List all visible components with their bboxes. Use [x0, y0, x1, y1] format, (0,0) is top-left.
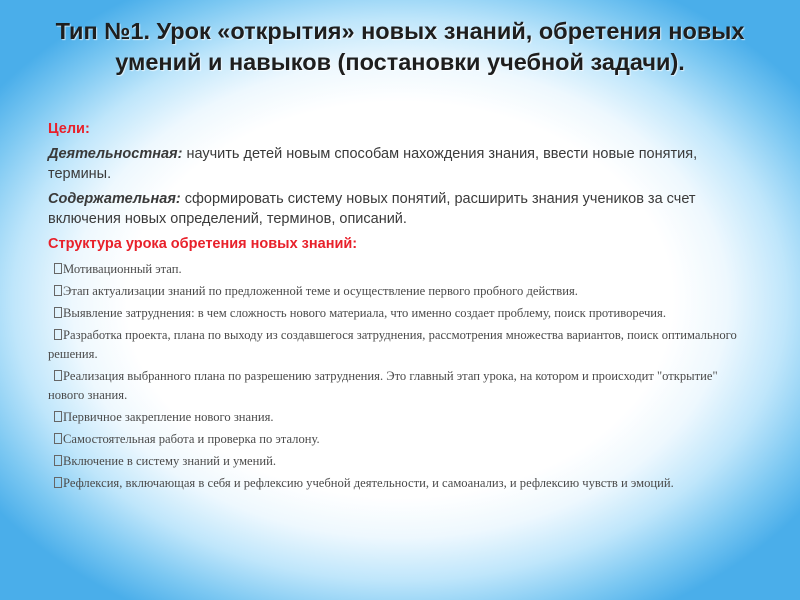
step-text: Рефлексия, включающая в себя и рефлексию учебной деятельности, и самоанализ, и рефлексию чувств и эмоций. — [63, 476, 674, 490]
square-bullet-icon — [54, 411, 62, 422]
square-bullet-icon — [54, 285, 62, 296]
structure-label: Структура урока обретения новых знаний: — [48, 236, 358, 252]
activity-goal-label: Деятельностная: — [48, 146, 183, 162]
list-item — [48, 326, 748, 364]
square-bullet-icon — [54, 455, 62, 466]
content-goal-text: сформировать систему новых понятий, расширить знания учеников за счет включения новых определений, терминов, описаний. — [48, 191, 696, 227]
step-text: Первичное закрепление нового знания. — [63, 410, 274, 424]
step-text: Мотивационный этап. — [63, 262, 182, 276]
list-item — [48, 430, 748, 449]
list-item — [48, 452, 748, 471]
square-bullet-icon — [54, 307, 62, 318]
list-item — [48, 408, 748, 427]
square-bullet-icon — [54, 433, 62, 444]
goals-label: Цели: — [48, 121, 90, 137]
step-text: Разработка проекта, плана по выходу из создавшегося затруднения, рассмотрения множества вариантов, поиск оптимального решения. — [48, 328, 737, 361]
square-bullet-icon — [54, 263, 62, 274]
step-text: Этап актуализации знаний по предложенной теме и осуществление первого пробного действия. — [63, 284, 578, 298]
activity-goal — [48, 144, 748, 184]
slide-title: Тип №1. Урок «открытия» новых знаний, обретения новых умений и навыков (постановки учебной задачи). — [55, 18, 745, 75]
lesson-steps-list — [48, 260, 748, 493]
step-text: Выявление затруднения: в чем сложность нового материала, что именно создает проблему, поиск противоречия. — [63, 306, 666, 320]
content-goal — [48, 189, 748, 229]
list-item — [48, 304, 748, 323]
activity-goal-text: научить детей новым способам нахождения знания, ввести новые понятия, термины. — [48, 146, 698, 182]
list-item — [48, 474, 748, 493]
slide-content — [48, 119, 748, 496]
step-text: Самостоятельная работа и проверка по эталону. — [63, 432, 320, 446]
list-item — [48, 282, 748, 301]
list-item — [48, 260, 748, 279]
square-bullet-icon — [54, 329, 62, 340]
content-goal-label: Содержательная: — [48, 191, 181, 207]
square-bullet-icon — [54, 370, 62, 381]
list-item — [48, 367, 748, 405]
square-bullet-icon — [54, 477, 62, 488]
step-text: Включение в систему знаний и умений. — [63, 454, 277, 468]
step-text: Реализация выбранного плана по разрешению затруднения. Это главный этап урока, на котором и происходит "открытие" нового знания. — [48, 369, 718, 402]
